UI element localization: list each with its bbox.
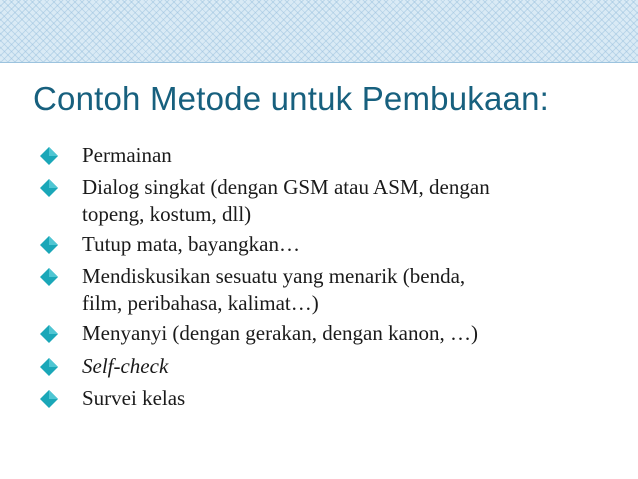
diamond-bullet-icon [39, 178, 59, 198]
bullet-text: Mendiskusikan sesuatu yang menarik (benda, [82, 264, 466, 288]
diamond-bullet-icon [39, 267, 59, 287]
bullet-text: Self-check [82, 354, 169, 378]
bullet-text: Menyanyi (dengan gerakan, dengan kanon, …) [82, 321, 478, 345]
bullet-text: Survei kelas [82, 386, 186, 410]
diamond-bullet-icon [39, 235, 59, 255]
bullet-text-continuation: topeng, kostum, dll) [82, 202, 252, 226]
slide-title: Contoh Metode untuk Pembukaan: [33, 80, 550, 117]
bullet-text: Permainan [82, 143, 172, 167]
diamond-bullet-icon [39, 146, 59, 166]
diamond-bullet-icon [39, 324, 59, 344]
diamond-bullet-icon [39, 389, 59, 409]
diamond-bullet-icon [39, 357, 59, 377]
bullet-text-continuation: film, peribahasa, kalimat…) [82, 291, 319, 315]
bullet-text: Dialog singkat (dengan GSM atau ASM, dengan [82, 175, 490, 199]
bullet-text: Tutup mata, bayangkan… [82, 232, 300, 256]
